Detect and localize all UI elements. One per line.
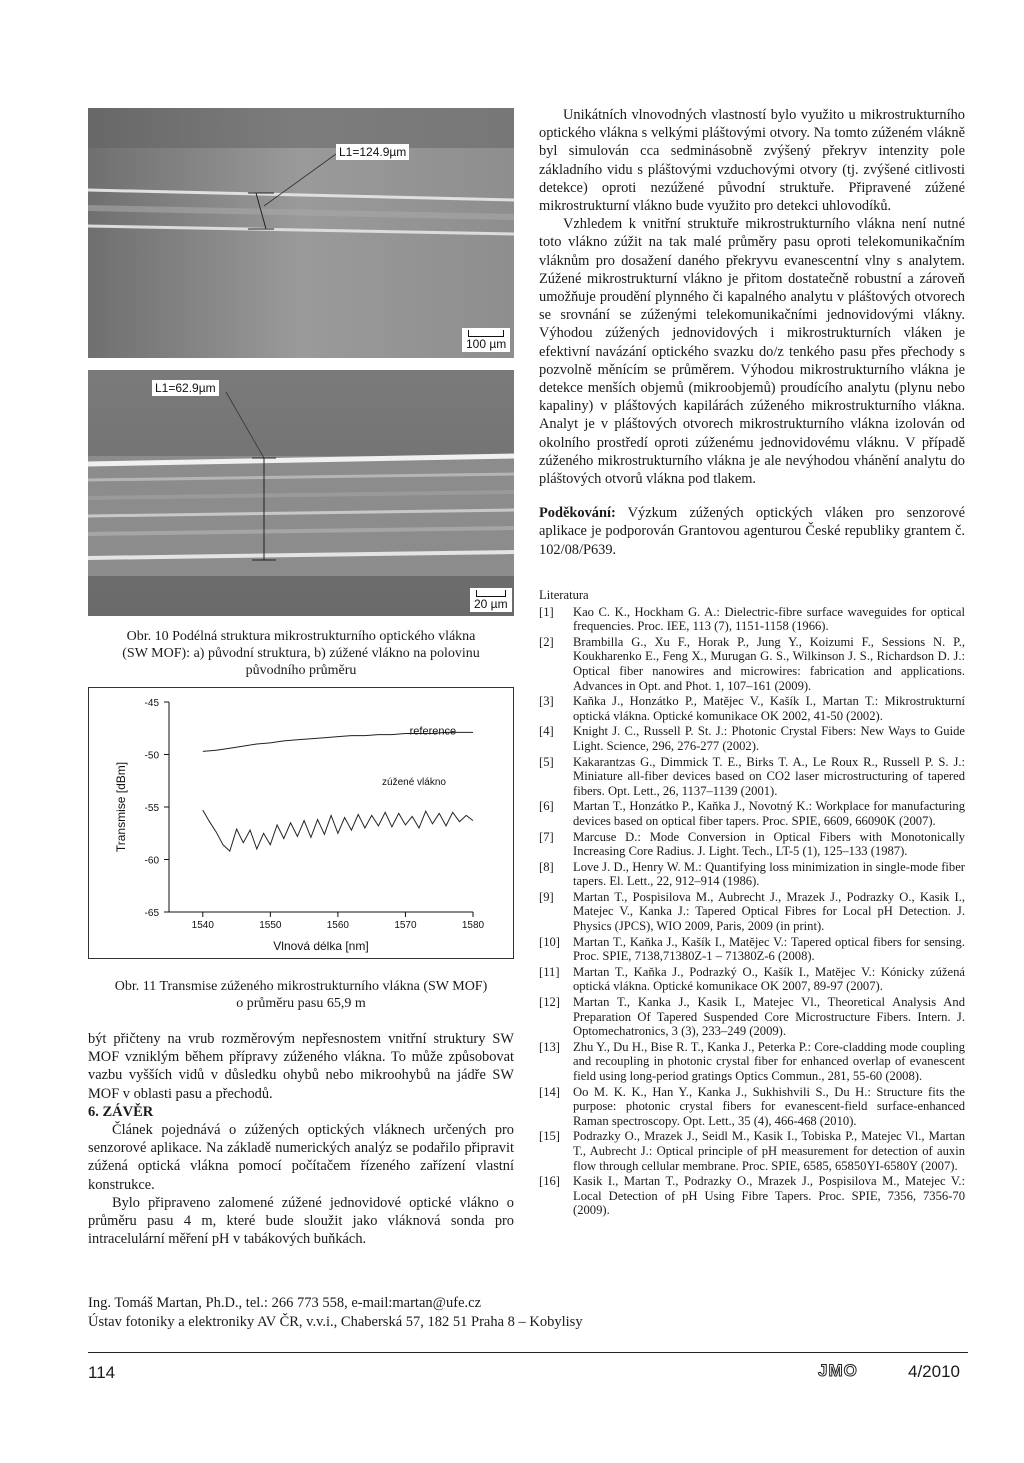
- scale-bar-label-a: 100 µm: [466, 337, 507, 351]
- reference-text: Martan T., Kaňka J., Kašík I., Matějec V.: Tapered optical fibers for sensing. Proc. SPIE, 7138,71380Z-1 – 71380Z-6 (2008).: [573, 934, 965, 964]
- references: [539, 588, 965, 1219]
- reference-number: [13]: [539, 1039, 560, 1054]
- reference-number: [2]: [539, 634, 554, 649]
- reference-text: Martan T., Kanka J., Kasik I., Matejec Vl., Theoretical Analysis And Preparation Of Tapered Suspended Core Microstructure Fibers. Intern. J. Optomechatronics, 3 (3), 233–249 (2009).: [573, 995, 965, 1039]
- reference-item: [539, 1085, 965, 1129]
- caption-line: o průměru pasu 65,9 m: [236, 996, 366, 1011]
- reference-item: [539, 694, 965, 723]
- reference-text: Martan T., Pospisilova M., Aubrecht J., Mrazek J., Podrazky O., Kasik I., Matejec V., Kanka J.: Tapered Optical Fibres for Local pH Detection. J. Physics (JPCS), WIO 2009, Paris, 2009 (in print).: [573, 889, 965, 934]
- x-tick-label: 1580: [461, 920, 485, 931]
- page-number: 114: [88, 1363, 116, 1382]
- paragraph: Vzhledem k vnitřní struktuře mikrostrukturního vlákna není nutné toto vlákno zúžit na tak malé průměry pasu oproti telekomunikačním vláknům pro dosažení daného překryvu evanescentní vlny s analytem. Zúžené mikrostrukturní vlákno je přitom dostatečně robustní a zároveň umožňuje proudění plynného či kapalného analytu v pláštových otvorech se srovnání se zúženými telekomunikačními jednovidovými vlákny. Výhodou zúžených jednovidových i mikrostrukturních vláken je efektivní navázání optického svazku do/z tenkého pasu přes přechody s pozvolně měnícím se průměrem. Výhodou mikrostrukturního vlákna je detekce menších objemů (mikroobjemů) proudícího analytu (plynu nebo kapaliny) v pláštových kapilárách zúženého mikrostrukturního vlákna. Analyt je v pláštových otvorech mikrostrukturního vlákna izolován od okolního prostředí oproti zúženému jednovidovému vláknu. V případě zúženého mikrostrukturního vlákna je ale nevýhodou vhánění analytu do pláštových otvorů vlákna pod tlakem.: [539, 216, 965, 488]
- journal-logo: JMO: [818, 1361, 858, 1380]
- y-tick-label: -65: [144, 908, 159, 919]
- references-title: Literatura: [539, 588, 589, 602]
- reference-number: [8]: [539, 859, 554, 874]
- chart-canvas: [89, 688, 513, 958]
- measurement-label-b: L1=62.9µm: [152, 380, 219, 396]
- reference-text: Kakarantzas G., Dimmick T. E., Birks T. A., Le Roux R., Russell P. S. J.: Miniature all-fiber devices based on CO2 laser microstructuring of tapered fibers. Opt. Lett., 26, 1137–1139 (2001).: [573, 754, 965, 798]
- x-tick-label: 1570: [394, 920, 417, 931]
- reference-text: Brambilla G., Xu F., Horak P., Jung Y., Koizumi F., Sessions N. P., Koukharenko E., Feng X., Murugan G. S., Wilkinson J. S., Richardson D. J.: Optical fiber nanowires and microwires: fabrication and applications. Advances in Opt. and Phot. 1, 107–161 (2009).: [573, 634, 965, 693]
- x-tick-label: 1550: [259, 920, 282, 931]
- reference-text: Zhu Y., Du H., Bise R. T., Kanka J., Peterka P.: Core-cladding mode coupling and recoupling in photonic crystal fiber for enhanced overlap of evanescent field using long-period gratings Optics Commun., 281, 55-60 (2008).: [573, 1039, 965, 1083]
- issue-number: 4/2010: [908, 1362, 960, 1381]
- acknowledgement-text: Výzkum zúžených optických vláken pro senzorové aplikace je podporován Grantovou agenturou České republiky grantem č. 102/08/P639.: [539, 505, 965, 558]
- reference-item: [539, 890, 965, 934]
- micrograph-original-fiber: [88, 108, 514, 358]
- reference-item: [539, 1174, 965, 1218]
- reference-item: [539, 830, 965, 859]
- micrograph-b-image: [88, 370, 514, 616]
- series-label-tapered-fiber: zúžené vlákno: [382, 776, 446, 788]
- reference-number: [11]: [539, 964, 560, 979]
- reference-text: Kasik I., Martan T., Podrazky O., Mrazek J., Pospisilova M., Matejec V.: Local Detection of pH Using Fibre Tapers. Proc. SPIE, 7356, 7356-70 (2009).: [573, 1174, 965, 1218]
- micrograph-a-image: [88, 108, 514, 358]
- reference-number: [10]: [539, 934, 560, 949]
- reference-number: [6]: [539, 799, 554, 814]
- left-column-text: [88, 1030, 514, 1248]
- scale-bar-b: [470, 588, 512, 612]
- scale-bar-line: [476, 590, 506, 597]
- reference-number: [7]: [539, 829, 554, 844]
- reference-item: [539, 799, 965, 828]
- reference-text: Oo M. K. K., Han Y., Kanka J., Sukhishvili S., Du H.: Structure fits the purpose: photonic crystal fibers for evanescent-field surface-enhanced Raman spectroscopy. Opt. Lett., 35 (4), 466-468 (2010).: [573, 1084, 965, 1128]
- y-tick-label: -60: [144, 855, 159, 867]
- reference-text: Love J. D., Henry W. M.: Quantifying loss minimization in single-mode fiber tapers. El. Lett., 22, 912–914 (1986).: [573, 859, 965, 889]
- series-label-reference: reference: [409, 725, 457, 738]
- figure-11-caption: [88, 978, 514, 1012]
- paragraph: Bylo připraveno zalomené zúžené jednovidové optické vlákno o průměru pasu 4 m, které bude sloužit jako vláknová sonda pro intracelulární měření pH v tabákových buňkách.: [88, 1194, 514, 1248]
- reference-number: [3]: [539, 694, 554, 709]
- footer-rule: [88, 1352, 968, 1353]
- reference-text: Kao C. K., Hockham G. A.: Dielectric-fibre surface waveguides for optical frequencies. Proc. IEE, 113 (7), 1151-1158 (1966).: [573, 604, 965, 634]
- reference-item: [539, 860, 965, 889]
- reference-number: [14]: [539, 1084, 560, 1099]
- micrograph-tapered-fiber: [88, 370, 514, 616]
- reference-list: [539, 605, 965, 1218]
- acknowledgement: [539, 504, 965, 559]
- caption-line: Obr. 11 Transmise zúženého mikrostrukturního vlákna (SW MOF): [114, 979, 488, 994]
- reference-item: [539, 935, 965, 964]
- reference-text: Podrazky O., Mrazek J., Seidl M., Kasik I., Tobiska P., Matejec Vl., Martan T., Aubrecht J.: Optical principle of pH measurement for detection of auxin flow through cellular membrane. Proc. SPIE, 6585, 65850YI-6580Y (2007).: [573, 1129, 965, 1173]
- reference-number: [1]: [539, 604, 554, 619]
- reference-number: [16]: [539, 1174, 560, 1189]
- reference-text: Martan T., Kaňka J., Podrazký O., Kašík I., Matějec V.: Kónicky zúžená optická vlákna. Optické komunikace OK 2007, 89-97 (2007).: [573, 964, 965, 994]
- reference-number: [15]: [539, 1129, 560, 1144]
- x-axis-label: Vlnová délka [nm]: [273, 939, 369, 953]
- figure-10-caption: [88, 628, 514, 679]
- y-tick-label: -45: [144, 698, 159, 709]
- author-contact: Ing. Tomáš Martan, Ph.D., tel.: 266 773 558, e-mail:martan@ufe.cz: [88, 1295, 482, 1311]
- paragraph: Článek pojednává o zúžených optických vláknech určených pro senzorové aplikace. Na základě numerických analýz se podařilo připravit zúžená optická vlákna pomocí počítačem řízeného zařízení vlastní konstrukce.: [88, 1122, 514, 1193]
- reference-item: [539, 965, 965, 994]
- section-heading: 6. ZÁVĚR: [88, 1103, 154, 1120]
- reference-text: Kaňka J., Honzátko P., Matějec V., Kašík I., Martan T.: Mikrostrukturní optická vlákna. Optické komunikace OK 2002, 41-50 (2002).: [573, 694, 965, 723]
- reference-number: [9]: [539, 889, 554, 904]
- reference-item: [539, 755, 965, 799]
- reference-text: Marcuse D.: Mode Conversion in Optical Fibers with Monotonically Increasing Core Radius. J. Light. Tech., LT-5 (1), 125–133 (1987).: [573, 829, 965, 859]
- reference-text: Knight J. C., Russell P. St. J.: Photonic Crystal Fibers: New Ways to Guide Light. Science, 296, 276-277 (2002).: [573, 724, 965, 753]
- reference-text: Martan T., Honzátko P., Kaňka J., Novotný K.: Workplace for manufacturing devices based on optical fiber tapers. Proc. SPIE, 6609, 66090K (2007).: [573, 799, 965, 828]
- x-tick-label: 1560: [326, 920, 350, 931]
- caption-line: (SW MOF): a) původní struktura, b) zúžené vlákno na polovinu: [122, 646, 480, 661]
- paragraph: být přičteny na vrub rozměrovým nepřesnostem vnitřní struktury SW MOF vzniklým během přípravy zúženého vlákna. To může způsobovat vazbu vyšších vidů v důsledku ohybů nebo mikroohybů na jádře SW MOF v oblasti pasu a přechodů.: [88, 1031, 514, 1102]
- measurement-label-a: L1=124.9µm: [336, 144, 409, 160]
- series-line-tapered-fiber: [203, 810, 473, 851]
- caption-line: Obr. 10 Podélná struktura mikrostrukturního optického vlákna: [126, 629, 476, 644]
- transmission-chart: [88, 687, 514, 959]
- right-column-text: [539, 106, 965, 559]
- reference-item: [539, 1040, 965, 1084]
- scale-bar-line: [468, 330, 504, 337]
- reference-item: [539, 724, 965, 753]
- caption-line: původního průměru: [245, 663, 357, 678]
- paragraph: Unikátních vlnovodných vlastností bylo využito u mikrostrukturního optického vlákna s velkými pláštovými otvory. Na tomto zúženém vlákně byl simulován cca sedminásobně zvýšený překryv intenzity pole základního vidu s pláštovými vzduchovými otvory (tj. zvýšené citlivosti detekce) oproti nezúžené původní struktuře. Připravené zúžené mikrostrukturní vlákno bude využito pro detekci uhlovodíků.: [539, 107, 965, 215]
- reference-item: [539, 635, 965, 693]
- author-affiliation: Ústav fotoniky a elektroniky AV ČR, v.v.i., Chaberská 57, 182 51 Praha 8 – Kobylisy: [88, 1314, 583, 1330]
- reference-number: [12]: [539, 995, 560, 1010]
- reference-number: [4]: [539, 724, 554, 739]
- reference-item: [539, 995, 965, 1039]
- reference-number: [5]: [539, 754, 554, 769]
- y-tick-label: -50: [144, 750, 159, 762]
- scale-bar-a: [462, 328, 510, 352]
- acknowledgement-label: Poděkování:: [539, 505, 616, 522]
- scale-bar-label-b: 20 µm: [474, 597, 508, 611]
- y-tick-label: -55: [144, 803, 159, 814]
- author-info: [88, 1294, 968, 1332]
- y-axis-label: Transmise [dBm]: [114, 761, 128, 853]
- x-tick-label: 1540: [191, 920, 214, 931]
- reference-item: [539, 605, 965, 634]
- reference-item: [539, 1129, 965, 1173]
